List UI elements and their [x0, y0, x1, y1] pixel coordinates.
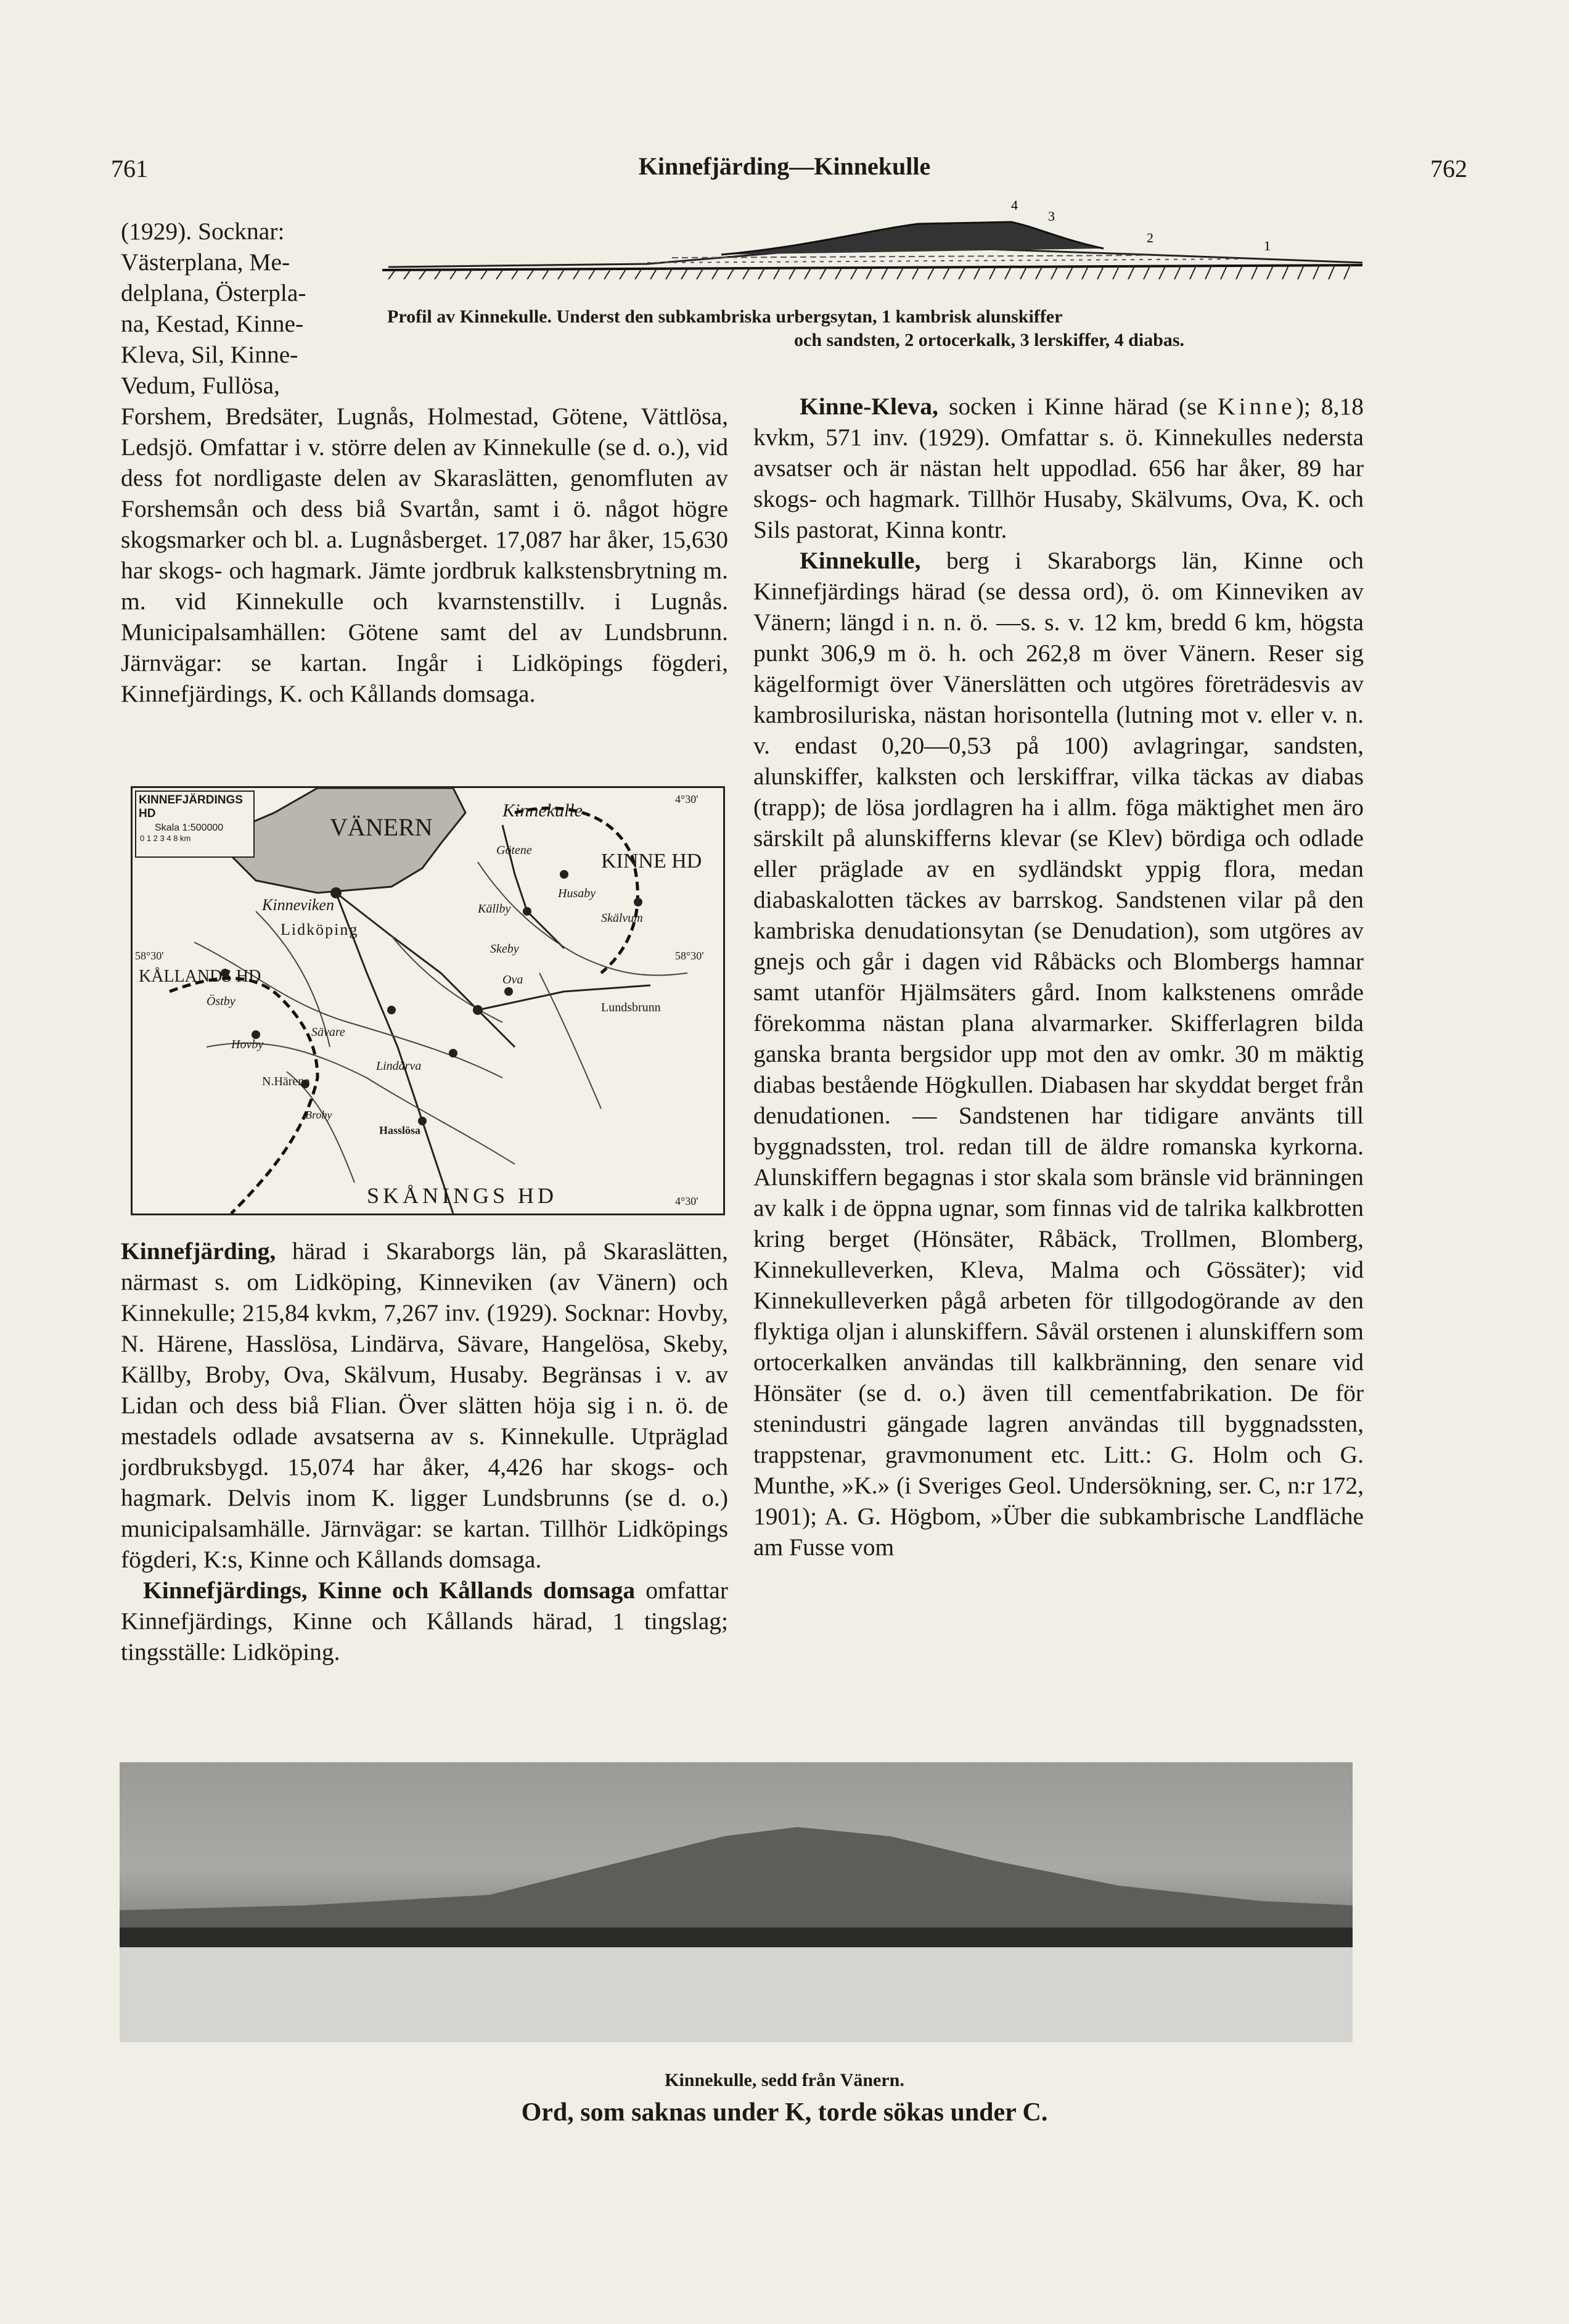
profile-layer-2 [647, 259, 1239, 263]
entry-head: Kinne-Kleva, [800, 393, 938, 420]
map-scale: Skala 1:500000 [155, 823, 224, 833]
entry-head: Kinnefjärding, [121, 1238, 276, 1265]
map-label-skanings: SKÅNINGS HD [367, 1183, 558, 1208]
map-coord-w: 58°30' [135, 950, 164, 962]
kinnekulle-entry [753, 545, 1364, 1562]
map-place-broby: Broby [305, 1109, 332, 1121]
profile-diabas-cap [721, 222, 1104, 255]
footer-note: Ord, som saknas under K, torde sökas under C. [521, 2098, 1048, 2127]
map-label-vanern: VÄNERN [330, 813, 433, 841]
map-place-nharene: N.Härene [262, 1075, 310, 1088]
narrow-line: Västerplana, Me- [121, 248, 290, 276]
map-legend [135, 790, 255, 858]
map-place-skalvum: Skälvum [601, 911, 643, 925]
narrow-line: Vedum, Fullösa, [121, 372, 280, 399]
running-header: Kinnefjärding—Kinnekulle [638, 152, 931, 180]
map-label-kallands: KÅLLANDS HD [139, 967, 261, 986]
map-label-kinne: KINNE HD [601, 850, 702, 873]
map-place-lindarva: Lindärva [376, 1059, 422, 1073]
narrow-line: delplana, Österpla- [121, 279, 306, 306]
district-map [131, 786, 725, 1215]
narrow-line: na, Kestad, Kinne- [121, 310, 304, 337]
map-place-lidkoping: Lidköping [281, 921, 359, 938]
map-place-hasslosa: Hasslösa [379, 1124, 421, 1136]
profile-caption [387, 305, 1370, 352]
map-place-ostby: Östby [207, 995, 236, 1008]
entry-body: berg i Skaraborgs län, Kinne och Kinnefjärdings härad (se dessa ord), ö. om Kinneviken av Vänern; längd i n. n. ö. —s. s. v. 12 km, bredd 6 km, högsta punkt 306,9 m ö. h. och 262,8 m över Vänern. Reser sig kägelformigt över Vänerslätten och utgöres företrädesvis av kambrosiluriska, nästan horisontella (lutning mot v. eller v. n. v. endast 0,20—0,53 på 100) avlagringar, sandsten, alunskiffer, kalksten och lerskiffrar, vilka täckas av diabas (trapp); de lösa jordlagren ha i allm. föga mäktighet men äro särskilt på alunskifferns klevar (se Klev) bördiga och odlade eller präglade av en sydländskt yppig flora, medan diabaskalotten täckes av barrskog. Sandstenen vilar på den kambriska denudationsytan (se Denudation), som utgöres av gnejs och går i dagen vid Råbäcks och Blombergs hamnar samt utanför Hjälmsäters gård. Inom kalkstenens område förekomma nästan plana alvarmarker. Skifferlagren bilda ganska branta bergsidor upp mot den av omkr. 30 m mäktig diabas bestående Högkullen. Diabasen har skyddat berget från denudationen. — Sandstenen har tidigare använts till byggnadssten, trol. redan till de äldre romanska kyrkorna. Alunskiffern begagnas i stor skala som bränsle vid bränningen av kalk i de öppna ugnar, som finnas vid de talrika kalkbrotten kring berget (Hönsäter, Råbäck, Trollmen, Blomberg, Kinnekulleverken, Kleva, Malma och Gössäter); vid Kinnekulleverken pågå arbeten för tillgodogörande av den flyktiga oljan i alunskiffern. Såväl orstenen i alunskiffern som ortocerkalken användas till kalkbränning, den senare vid Hönsäter (se d. o.) även till cementfabrikation. De för stenindustri gängade lagren användas till byggnadssten, trappstenar, gravmonument etc. Litt.: G. Holm och G. Munthe, »K.» (i Sveriges Geol. Undersökning, ser. C, n:r 172, 1901); A. G. Högbom, »Über die subkambrische Landfläche am Fusse vom [753, 547, 1364, 1561]
map-coord-e: 58°30' [675, 950, 704, 962]
map-coord-se: 4°30' [675, 1195, 698, 1207]
photo-caption: Kinnekulle, sedd från Vänern. [665, 2070, 904, 2090]
map-place-gotene: Götene [496, 844, 532, 857]
map-place-lundsbrunn: Lundsbrunn [601, 1001, 661, 1014]
photo-hill [120, 1827, 1353, 1941]
left-narrow-block [121, 216, 380, 401]
map-label-kinneviken: Kinneviken [262, 896, 334, 914]
map-place-hovby: Hovby [231, 1038, 264, 1051]
kinne-kleva-entry [753, 391, 1364, 545]
kinnekulle-profile-figure [376, 196, 1369, 279]
map-place-kinnekulle: Kinnekulle [502, 800, 583, 821]
map-scale-ticks: 0 1 2 3 4 8 km [140, 834, 191, 843]
narrow-line: Kleva, Sil, Kinne- [121, 341, 298, 368]
map-title: KINNEFJÄRDINGS HD [139, 794, 243, 820]
map-place-savare: Sävare [311, 1025, 345, 1039]
page-number-left: 761 [111, 155, 148, 183]
profile-label-1: 1 [1264, 238, 1271, 253]
entry-head: Kinnefjärdings, Kinne och Kållands domsaga [143, 1577, 636, 1604]
left-para1-rest [121, 401, 728, 709]
photo-shoreline [120, 1928, 1353, 1947]
left-lower-text [121, 1236, 728, 1667]
profile-caption-line1: Profil av Kinnekulle. Underst den subkambriska urbergsytan, 1 kambrisk alunskiffer [387, 306, 1063, 327]
photo-water [120, 1947, 1353, 2042]
map-place-skeby: Skeby [490, 942, 519, 956]
profile-caption-line2: och sandsten, 2 ortocerkalk, 3 lerskiffer, 4 diabas. [794, 330, 1185, 350]
entry-body: omfattar Kinnefjärdings, Kinne och Kållands härad, 1 tingslag; tingsställe: Lidköping. [121, 1577, 728, 1665]
right-column [753, 391, 1364, 1562]
profile-label-3: 3 [1048, 208, 1055, 224]
entry-body: härad i Skaraborgs län, på Skaraslätten, närmast s. om Lidköping, Kinneviken (av Vänern) och Kinnekulle; 215,84 kvkm, 7,267 inv. (1929). Socknar: Hovby, N. Härene, Hasslösa, Lindärva, Sävare, Hangelösa, Skeby, Källby, Broby, Ova, Skälvum, Husaby. Begränsas i v. av Lidan och dess biå Flian. Över slätten höja sig i n. ö. de mestadels odlade avsatserna av s. Kinnekulle. Utpräglad jordbruksbygd. 15,074 har åker, 4,426 har skogs- och hagmark. Delvis inom K. ligger Lundsbrunns (se d. o.) municipalsamhälle. Järnvägar: se kartan. Tillhör Lidköpings fögderi, K:s, Kinne och Kållands domsaga. [121, 1238, 728, 1573]
entry-spaced: Kinne [1218, 393, 1296, 420]
photo-drawing [120, 1762, 1353, 2042]
narrow-line: (1929). Socknar: [121, 218, 285, 245]
profile-label-2: 2 [1147, 230, 1153, 245]
entry-body: socken i Kinne härad (se [938, 393, 1218, 420]
page-number-right: 762 [1430, 155, 1467, 183]
map-place-husaby: Husaby [558, 887, 596, 900]
kinne-herad-text: Forshem, Bredsäter, Lugnås, Holmestad, Götene, Vättlösa, Ledsjö. Omfattar i v. större delen av Kinnekulle (se d. o.), vid dess fot nordligaste delen av Skaraslätten, genomfluten av Forshemsån och dess biå Svartån, samt i ö. något högre skogsmarker och bl. a. Lugnåsberget. 17,087 har åker, 15,630 har skogs- och hagmark. Jämte jordbruk kalkstensbrytning m. m. vid Kinnekulle och kvarnstenstillv. i Lugnås. Municipalsamhällen: Götene samt del av Lundsbrunn. Järnvägar: se kartan. Ingår i Lidköpings fögderi, Kinnefjärdings, K. och Kållands domsaga. [121, 403, 728, 707]
kinnekulle-photo [120, 1762, 1353, 2042]
map-coord-ne: 4°30' [675, 793, 698, 805]
map-place-kallby: Källby [478, 902, 511, 916]
kinnefjarding-entry [121, 1236, 728, 1575]
entry-head: Kinnekulle, [800, 547, 921, 574]
map-place-ova: Ova [502, 973, 523, 987]
domsaga-entry [121, 1575, 728, 1667]
entry-body: ); 8,18 kvkm, 571 inv. (1929). Omfattar s. ö. Kinnekulles nedersta avsatser och är nästan helt uppodlad. 656 har åker, 89 har skogs- och hagmark. Tillhör Husaby, Skälvums, Ova, K. och Sils pastorat, Kinna kontr. [753, 393, 1364, 543]
profile-label-4: 4 [1011, 197, 1018, 213]
